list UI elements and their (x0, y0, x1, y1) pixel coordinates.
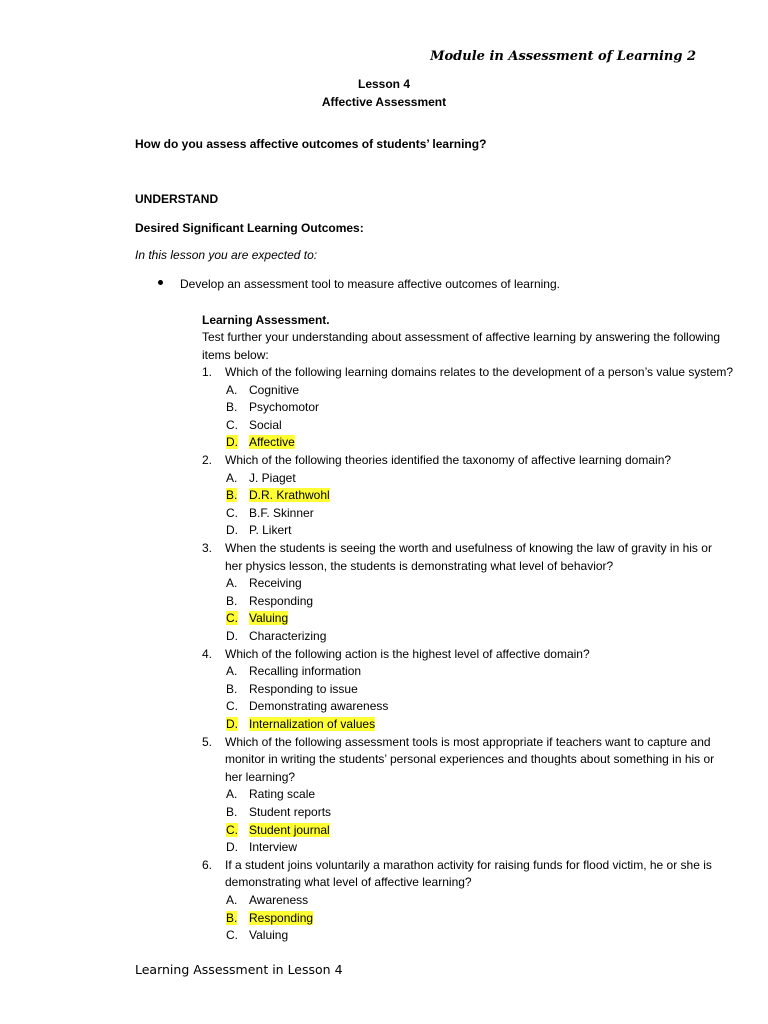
question-text: her physics lesson, the students is demonstrating what level of behavior? (225, 558, 614, 573)
lesson-title: Affective Assessment (321, 95, 447, 109)
option-letter: B. (226, 488, 238, 503)
option-letter: C. (226, 928, 238, 943)
option-letter: D. (226, 840, 238, 855)
option-text: J. Piaget (249, 470, 296, 485)
footer-caption: Learning Assessment in Lesson 4 (135, 962, 343, 977)
question-number: 1. (202, 365, 213, 379)
option-letter: C. (226, 611, 238, 626)
option-text: Recalling information (249, 664, 362, 679)
question-number: 5. (202, 734, 213, 749)
option-text-highlighted-answer: Internalization of values (249, 717, 376, 731)
module-header: Module in Assessment of Learning 2 (430, 49, 696, 64)
option-text: Receiving (249, 576, 302, 591)
option-letter: B. (226, 593, 238, 608)
dslo-bullet-item: Develop an assessment tool to measure affective outcomes of learning. (180, 277, 560, 291)
assessment-instructions-line-2: items below: (202, 348, 269, 362)
option-text: Demonstrating awareness (249, 699, 389, 714)
option-letter: B. (226, 681, 238, 696)
option-text: Characterizing (249, 629, 327, 643)
option-text: Responding to issue (249, 681, 358, 696)
option-letter: A. (226, 893, 238, 907)
dslo-heading: Desired Significant Learning Outcomes: (135, 221, 364, 235)
option-text-highlighted-answer: Valuing (249, 611, 289, 626)
question-text: Which of the following theories identified the taxonomy of affective learning domain? (225, 453, 672, 467)
option-letter: B. (226, 805, 238, 819)
question-text: Which of the following learning domains relates to the development of a person’s value system? (225, 365, 734, 379)
question-number: 2. (202, 453, 213, 467)
option-text: Awareness (249, 893, 309, 907)
question-number: 6. (202, 857, 213, 872)
dslo-intro: In this lesson you are expected to: (135, 248, 318, 262)
option-letter: C. (226, 699, 238, 714)
question-text: her learning? (225, 769, 296, 784)
option-text-highlighted-answer: Student journal (249, 822, 330, 837)
option-letter: A. (226, 664, 238, 679)
option-text: Student reports (249, 805, 332, 819)
lesson-title-block (0, 75, 768, 111)
option-letter: B. (226, 910, 238, 925)
question-text: monitor in writing the students’ personal experiences and thoughts about something in his or (225, 752, 715, 767)
guide-question: How do you assess affective outcomes of students’ learning? (135, 137, 487, 151)
question-number: 3. (202, 541, 213, 555)
option-text: Valuing (249, 928, 289, 943)
option-text: Cognitive (249, 382, 300, 397)
option-letter: C. (226, 505, 238, 520)
option-letter: D. (226, 523, 238, 538)
question-text: Which of the following assessment tools is most appropriate if teachers want to capture and (225, 734, 711, 749)
option-letter: A. (226, 576, 238, 591)
option-letter: A. (226, 382, 238, 397)
question-text: When the students is seeing the worth and usefulness of knowing the law of gravity in his or (225, 541, 712, 555)
option-text-highlighted-answer: Responding (249, 910, 314, 925)
option-letter: A. (226, 787, 238, 802)
option-text: Social (249, 417, 282, 432)
option-text-highlighted-answer: Affective (249, 435, 295, 450)
understand-heading: UNDERSTAND (135, 192, 219, 206)
question-text: demonstrating what level of affective learning? (225, 875, 472, 890)
question-text: Which of the following action is the highest level of affective domain? (225, 646, 590, 661)
question-number: 4. (202, 646, 213, 661)
option-text: Interview (249, 840, 298, 855)
option-text: P. Likert (249, 523, 292, 538)
option-letter: B. (226, 400, 238, 415)
option-text: B.F. Skinner (249, 505, 314, 520)
option-letter: C. (226, 417, 238, 432)
option-letter: D. (226, 435, 238, 450)
option-text: Psychomotor (249, 400, 320, 415)
option-letter: D. (226, 717, 238, 731)
option-text: Responding (249, 593, 314, 608)
option-letter: C. (226, 822, 238, 837)
question-text: If a student joins voluntarily a marathon activity for raising funds for flood victim, he or she is (225, 857, 712, 872)
assessment-instructions-line-1: Test further your understanding about assessment of affective learning by answering the following (202, 330, 721, 344)
option-letter: A. (226, 470, 238, 485)
option-text-highlighted-answer: D.R. Krathwohl (249, 488, 330, 503)
assessment-heading: Learning Assessment. (202, 313, 330, 327)
option-letter: D. (226, 629, 238, 643)
option-text: Rating scale (249, 787, 316, 802)
lesson-number: Lesson 4 (357, 77, 411, 91)
bullet-icon (158, 280, 163, 285)
